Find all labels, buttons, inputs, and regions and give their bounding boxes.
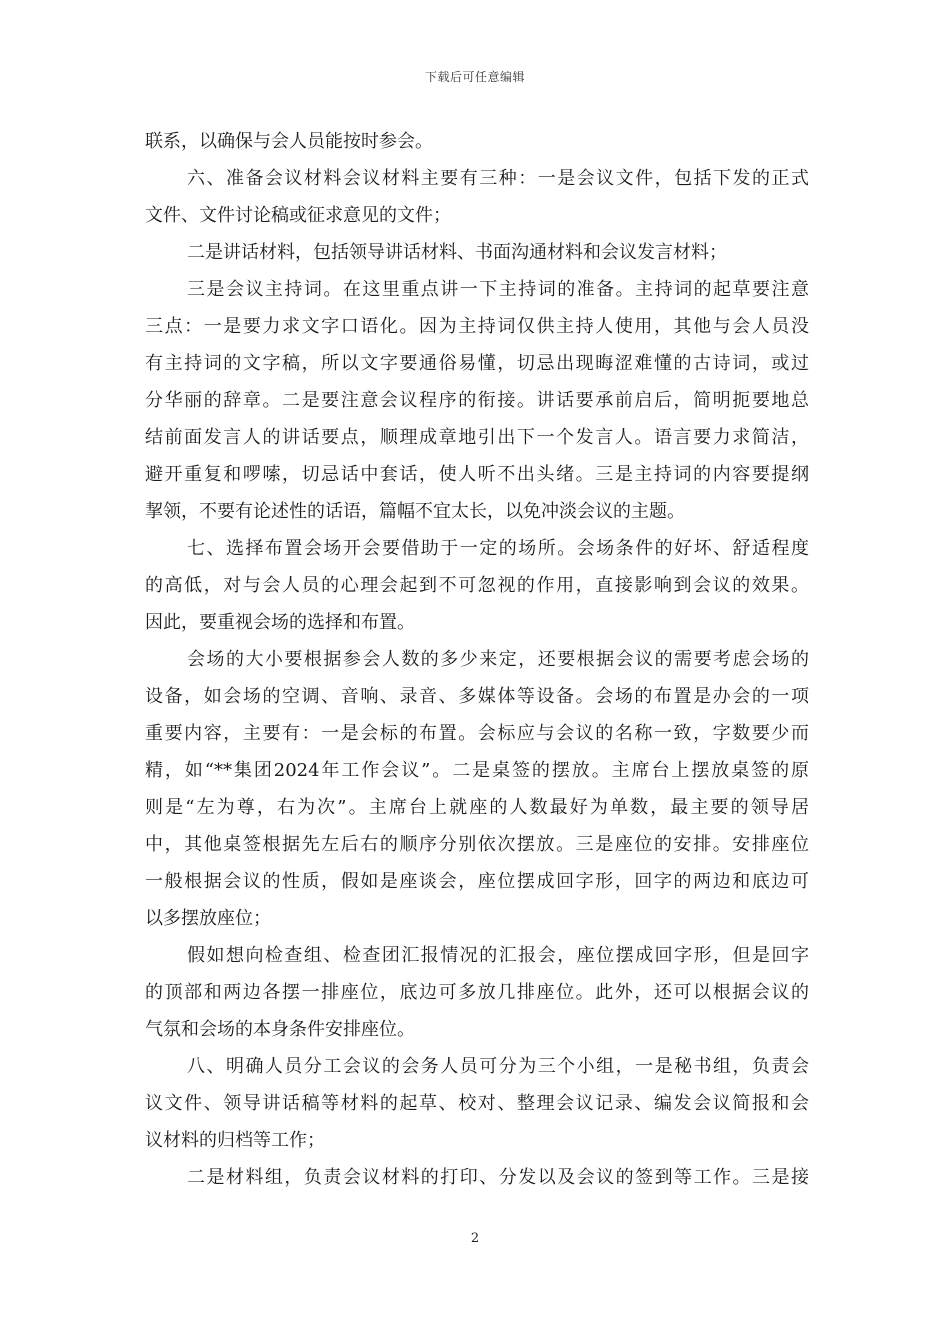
text-line: 一般根据会议的性质，假如是座谈会，座位摆成回字形，回字的两边和底边可 — [145, 871, 809, 892]
text-line: 结前面发言人的讲话要点，顺理成章地引出下一个发言人。语言要力求简洁， — [145, 427, 809, 448]
text-line: 联系，以确保与会人员能按时参会。 — [145, 131, 433, 152]
document-body — [145, 123, 809, 1196]
text-line: 重要内容，主要有：一是会标的布置。会标应与会议的名称一致，字数要少而 — [145, 723, 809, 744]
text-line: 设备，如会场的空调、音响、录音、多媒体等设备。会场的布置是办会的一项 — [145, 686, 809, 707]
text-line: 议文件、领导讲话稿等材料的起草、校对、整理会议记录、编发会议简报和会 — [145, 1093, 809, 1114]
text-line: 避开重复和啰嗦，切忌话中套话，使人听不出头绪。三是主持词的内容要提纲 — [145, 464, 809, 485]
text-line: 八、明确人员分工会议的会务人员可分为三个小组，一是秘书组，负责会 — [187, 1056, 809, 1077]
text-line: 分华丽的辞章。二是要注意会议程序的衔接。讲话要承前启后，简明扼要地总 — [145, 390, 809, 411]
page-header: 下载后可任意编辑 — [424, 70, 525, 84]
text-line: 假如想向检查组、检查团汇报情况的汇报会，座位摆成回字形，但是回字 — [187, 945, 809, 966]
text-line: 三是会议主持词。在这里重点讲一下主持词的准备。主持词的起草要注意 — [187, 279, 809, 300]
text-line: 二是讲话材料，包括领导讲话材料、书面沟通材料和会议发言材料； — [187, 242, 727, 263]
text-line: 六、准备会议材料会议材料主要有三种：一是会议文件，包括下发的正式 — [187, 168, 809, 189]
text-line: 精，如“**集团2024年工作会议”。二是桌签的摆放。主席台上摆放桌签的原 — [145, 760, 809, 781]
text-line: 的顶部和两边各摆一排座位，底边可多放几排座位。此外，还可以根据会议的 — [145, 982, 809, 1003]
text-line: 以多摆放座位； — [145, 908, 271, 929]
text-line: 有主持词的文字稿，所以文字要通俗易懂，切忌出现晦涩难懂的古诗词，或过 — [145, 353, 809, 374]
text-line: 文件、文件讨论稿或征求意见的文件； — [145, 205, 451, 226]
text-line: 挈领，不要有论述性的话语，篇幅不宜太长，以免冲淡会议的主题。 — [145, 501, 685, 522]
text-line: 议材料的归档等工作； — [145, 1130, 325, 1151]
text-line: 三点：一是要力求文字口语化。因为主持词仅供主持人使用，其他与会人员没 — [145, 316, 809, 337]
text-line: 会场的大小要根据参会人数的多少来定，还要根据会议的需要考虑会场的 — [187, 649, 809, 670]
text-line: 七、选择布置会场开会要借助于一定的场所。会场条件的好坏、舒适程度 — [187, 538, 809, 559]
text-line: 因此，要重视会场的选择和布置。 — [145, 612, 415, 633]
text-line: 的高低，对与会人员的心理会起到不可忽视的作用，直接影响到会议的效果。 — [145, 575, 809, 596]
text-line: 气氛和会场的本身条件安排座位。 — [145, 1019, 415, 1040]
page-number: 2 — [470, 1231, 480, 1246]
text-line: 则是“左为尊，右为次”。主席台上就座的人数最好为单数，最主要的领导居 — [145, 797, 809, 818]
text-line: 二是材料组，负责会议材料的打印、分发以及会议的签到等工作。三是接 — [187, 1167, 809, 1188]
text-line: 中，其他桌签根据先左后右的顺序分别依次摆放。三是座位的安排。安排座位 — [145, 834, 809, 855]
